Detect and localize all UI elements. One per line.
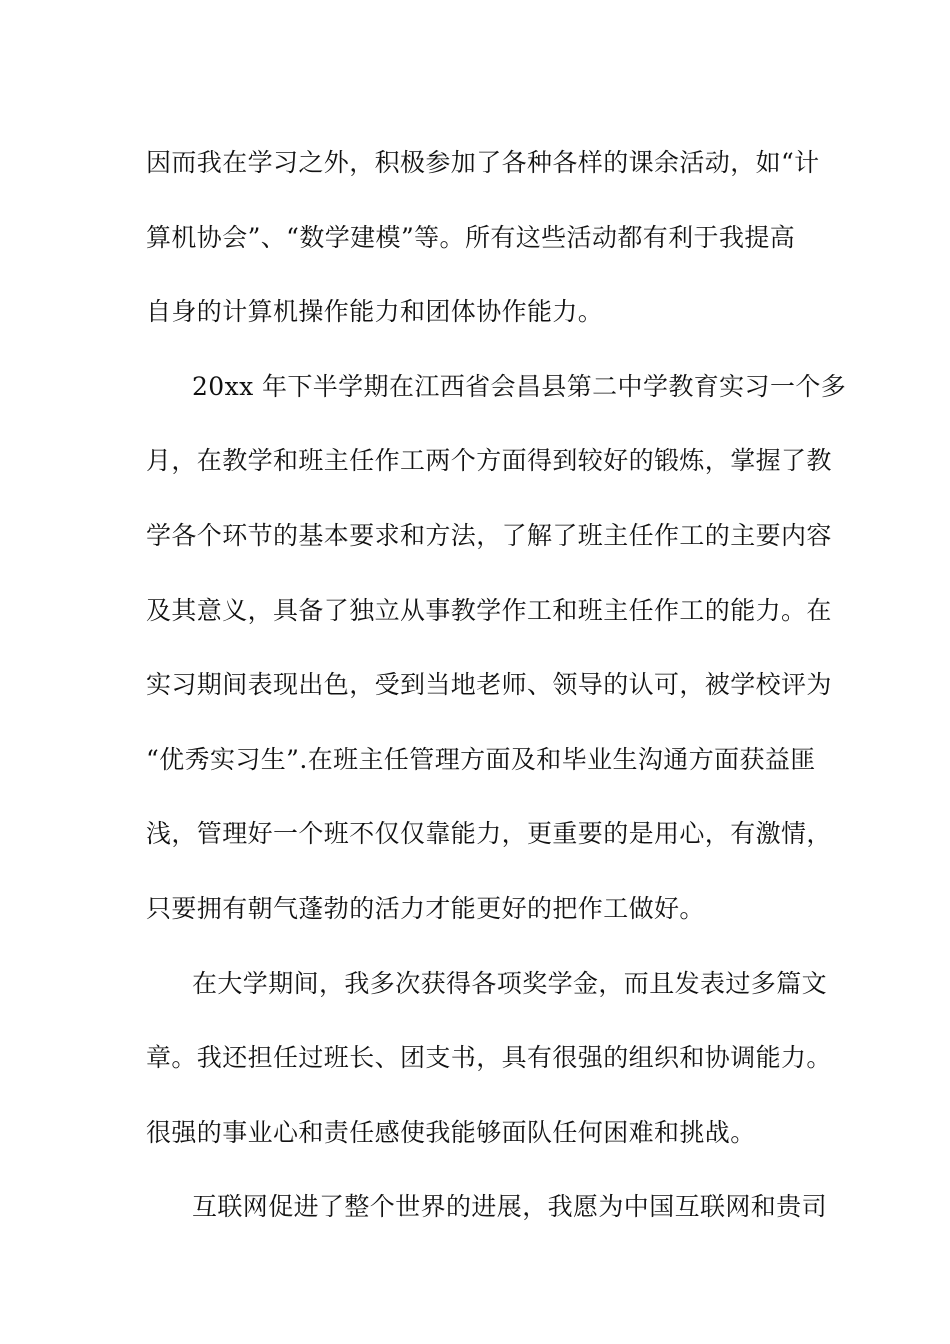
paragraph-1 <box>146 126 820 350</box>
text-line: 自身的计算机操作能力和团体协作能力。 <box>146 297 604 327</box>
text-line: 月，在教学和班主任作工两个方面得到较好的锻炼，掌握了教 <box>146 446 832 476</box>
text-line: 章。我还担任过班长、团支书，具有很强的组织和协调能力。 <box>146 1043 832 1073</box>
text-line: 浅，管理好一个班不仅仅靠能力，更重要的是用心，有激情， <box>146 819 832 849</box>
text-line: 只要拥有朝气蓬勃的活力才能更好的把作工做好。 <box>146 893 705 923</box>
text-line: 很强的事业心和责任感使我能够面队任何困难和挑战。 <box>146 1117 756 1147</box>
text-line: 20xx 年下半学期在江西省会昌县第二中学教育实习一个多 <box>192 371 847 401</box>
text-line: 算机协会”、“数学建模”等。所有这些活动都有利于我提高 <box>146 222 796 252</box>
text-line: “优秀实习生”.在班主任管理方面及和毕业生沟通方面获益匪 <box>146 744 816 774</box>
paragraph-2 <box>146 350 847 947</box>
document-body <box>146 126 847 1245</box>
text-line: 学各个环节的基本要求和方法，了解了班主任作工的主要内容 <box>146 520 832 550</box>
text-line: 及其意义，具备了独立从事教学作工和班主任作工的能力。在 <box>146 595 832 625</box>
text-line: 实习期间表现出色，受到当地老师、领导的认可，被学校评为 <box>146 670 832 700</box>
text-line: 互联网促进了整个世界的进展，我愿为中国互联网和贵司 <box>192 1192 828 1222</box>
text-line: 在大学期间，我多次获得各项奖学金，而且发表过多篇文 <box>192 968 828 998</box>
text-line: 因而我在学习之外，积极参加了各种各样的课余活动，如“计 <box>146 148 820 177</box>
paragraph-3 <box>146 947 832 1171</box>
paragraph-4 <box>146 1170 828 1245</box>
